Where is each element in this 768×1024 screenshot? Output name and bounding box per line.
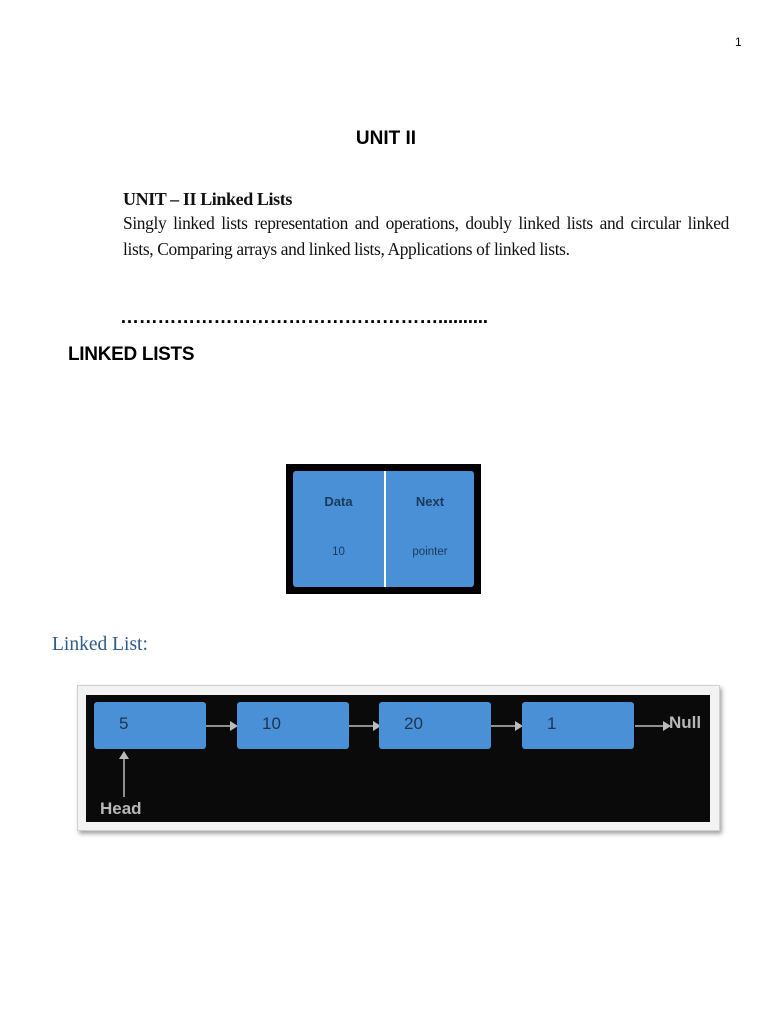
- list-node-value: 1: [547, 714, 557, 733]
- head-label: Head: [100, 799, 142, 818]
- arrow-right-icon: [491, 719, 523, 733]
- list-node-3: [379, 702, 491, 749]
- dotted-separator: ……………………………………………..........: [120, 307, 488, 328]
- linked-list-canvas: [86, 695, 710, 822]
- syllabus-box: [123, 188, 729, 262]
- linked-list-figure: [77, 685, 720, 831]
- list-node-4: [522, 702, 634, 749]
- arrow-up-icon: [117, 751, 131, 797]
- arrow-right-icon: [635, 719, 671, 733]
- null-terminator: Null: [669, 713, 702, 732]
- list-node-value: 20: [404, 714, 423, 733]
- syllabus-body: Singly linked lists representation and operations, doubly linked lists and circular linked lists, Comparing arrays and linked lists, Applications of linked lists.: [123, 213, 729, 259]
- arrow-right-icon: [206, 719, 238, 733]
- node-next-cell: [386, 471, 474, 587]
- page-number: 1: [735, 35, 742, 49]
- list-node-value: 5: [119, 714, 129, 733]
- node-next-header: Next: [415, 494, 445, 509]
- unit-title: UNIT II: [355, 128, 417, 149]
- list-node-1: [94, 702, 206, 749]
- arrow-right-icon: [349, 719, 381, 733]
- list-node-2: [237, 702, 349, 749]
- syllabus-heading: UNIT – II Linked Lists: [123, 189, 292, 209]
- list-node-value: 10: [262, 714, 281, 733]
- node-structure-diagram: [286, 464, 481, 594]
- linked-list-caption: Linked List:: [52, 634, 148, 655]
- section-heading: LINKED LISTS: [68, 344, 195, 365]
- node-data-cell: [293, 471, 384, 587]
- node-next-value: pointer: [412, 546, 448, 558]
- node-data-value: 10: [332, 546, 345, 558]
- node-data-header: Data: [324, 494, 353, 509]
